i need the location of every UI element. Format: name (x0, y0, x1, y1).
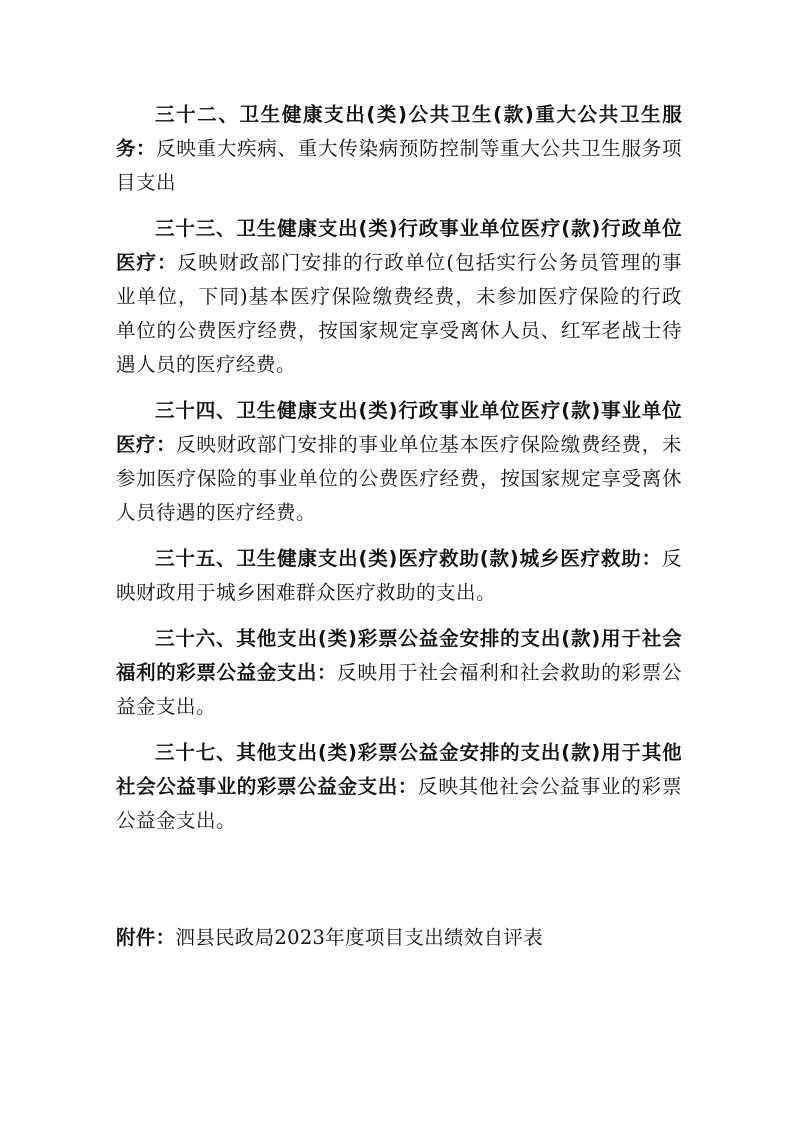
paragraph-body: 反映财政部门安排的事业单位基本医疗保险缴费经费，未参加医疗保险的事业单位的公费医疗经费，按国家规定享受离休人员待遇的医疗经费。 (116, 433, 682, 524)
paragraph-body: 反映重大疾病、重大传染病预防控制等重大公共卫生服务项目支出 (116, 137, 682, 194)
paragraph-body: 反映财政部门安排的行政单位(包括实行公务员管理的事业单位，下同)基本医疗保险缴费经费，未参加医疗保险的行政单位的公费医疗经费，按国家规定享受离休人员、红军老战士待遇人员的医疗经费。 (116, 251, 683, 376)
paragraph-heading: 三十三、卫生健康支出(类)行政事业单位医疗(款)行政单位医疗： (116, 217, 682, 274)
paragraph-item-34 (116, 394, 682, 530)
paragraph-heading: 三十四、卫生健康支出(类)行政事业单位医疗(款)事业单位医疗： (116, 399, 682, 456)
paragraph-body: 反映财政用于城乡困难群众医疗救助的支出。 (116, 547, 682, 604)
paragraph-heading: 三十二、卫生健康支出(类)公共卫生(款)重大公共卫生服务： (116, 103, 682, 160)
paragraph-item-32 (116, 98, 682, 200)
attachment-text: 泗县民政局2023年度项目支出绩效自评表 (175, 926, 544, 949)
document-body (116, 98, 682, 850)
paragraph-item-33 (116, 212, 682, 382)
paragraph-heading: 三十六、其他支出(类)彩票公益金安排的支出(款)用于社会福利的彩票公益金支出： (116, 627, 682, 684)
paragraph-item-37 (116, 736, 682, 838)
paragraph-heading: 三十七、其他支出(类)彩票公益金安排的支出(款)用于其他社会公益事业的彩票公益金支出： (116, 741, 682, 798)
paragraph-body: 反映用于社会福利和社会救助的彩票公益金支出。 (116, 661, 682, 718)
paragraph-body: 反映其他社会公益事业的彩票公益金支出。 (116, 775, 682, 832)
paragraph-item-35 (116, 542, 682, 610)
paragraph-heading: 三十五、卫生健康支出(类)医疗救助(款)城乡医疗救助： (155, 547, 662, 570)
attachment-label: 附件： (116, 926, 176, 949)
attachment-line (116, 921, 682, 955)
paragraph-item-36 (116, 622, 682, 724)
